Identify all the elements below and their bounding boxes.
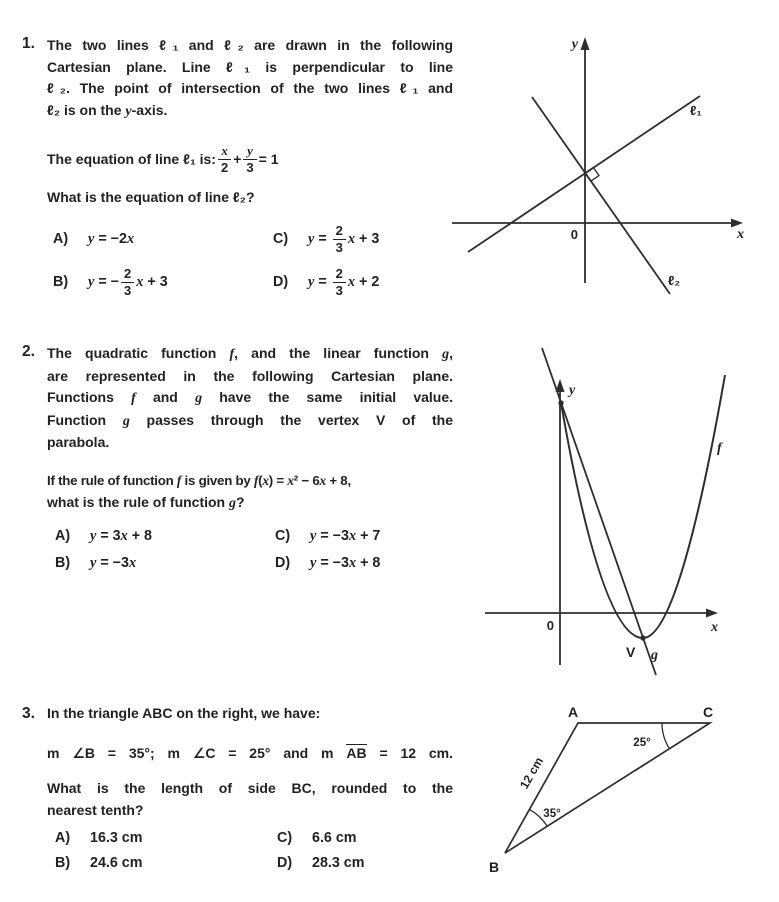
option-letter: A) <box>53 231 69 247</box>
q3-option-b <box>55 846 142 880</box>
question-1-number: 1. <box>22 35 35 52</box>
side-ab-length-label: 12 cm <box>516 754 547 792</box>
option-letter: B) <box>55 855 71 871</box>
q1-option-a <box>53 222 134 256</box>
origin-label: 0 <box>570 227 578 242</box>
option-value: y = $\frac{2}{3}$ x + 2 <box>308 266 380 298</box>
q1-option-d <box>273 265 379 299</box>
question-2-line: Functions f and g have the same initial value. <box>47 389 454 406</box>
q2-option-d <box>275 546 380 580</box>
question-3-line1: In the triangle ABC on the right, we have: <box>47 705 321 721</box>
x-axis-arrow-icon <box>706 609 718 618</box>
angle-c-arc <box>662 723 669 749</box>
option-letter: C) <box>275 528 291 544</box>
question-3-prompt-line: nearest tenth? <box>47 801 144 818</box>
vertex-label: V <box>626 644 636 660</box>
y-axis-arrow-icon <box>581 37 590 50</box>
question-1-text <box>47 35 453 122</box>
q2-option-b <box>55 546 136 580</box>
option-letter: C) <box>273 231 289 247</box>
y-axis-label: y <box>571 37 578 52</box>
question-1-prompt: What is the equation of line ℓ₂? <box>47 189 255 205</box>
triangle-abc <box>505 723 710 853</box>
vertex-c-label: C <box>702 704 714 720</box>
vertex-b-label: B <box>488 859 500 875</box>
question-3-prompt <box>47 778 453 821</box>
line-g-label: g <box>651 648 658 663</box>
line-l1-label: ℓ₁ <box>690 103 702 118</box>
parabola-f-curve <box>561 375 725 638</box>
option-value: y = − $\frac{2}{3}$ x + 3 <box>88 266 168 298</box>
option-value: y = −2x <box>88 230 135 247</box>
option-value: 16.3 cm <box>90 830 143 846</box>
option-value: y = −3x <box>90 554 137 571</box>
q2-parabola-line-graph <box>455 340 779 685</box>
question-2-prompt <box>47 470 453 514</box>
x-axis-label: x <box>711 620 718 635</box>
option-letter: B) <box>55 555 71 571</box>
question-2-prompt-line: If the rule of function f is given by f(x) = x² − 6x + 8, <box>47 473 351 488</box>
question-1-line: ℓ₂ is on the y-axis. <box>47 101 168 119</box>
question-1-equation: The equation of line ℓ₁ is: $\frac{x}{2}$ + $\frac{y}{3}$ = 1 <box>47 143 279 175</box>
y-axis-arrow-icon <box>556 379 565 392</box>
q1-option-c <box>273 222 379 256</box>
option-letter: D) <box>275 555 291 571</box>
parabola-f-label: f <box>717 441 722 456</box>
question-2-prompt-line: what is the rule of function g? <box>47 493 245 511</box>
q1-option-b <box>53 265 168 299</box>
question-1-line: Cartesian plane. Line ℓ₁ is perpendicular to line <box>47 58 453 75</box>
line-l1 <box>468 96 700 252</box>
question-2-line: Function g passes through the vertex V of the <box>47 411 453 429</box>
question-3-measures: m ∠B = 35°; m ∠C = 25° and m AB = 12 cm. <box>47 745 453 761</box>
option-value: y = $\frac{2}{3}$ x + 3 <box>308 223 380 255</box>
origin-label: 0 <box>546 618 554 633</box>
q3-triangle-diagram <box>480 695 779 880</box>
y-axis-label: y <box>569 383 576 398</box>
option-letter: C) <box>277 830 293 846</box>
vertex-point <box>640 635 645 640</box>
angle-c-value: 25° <box>633 737 651 749</box>
option-letter: D) <box>273 274 289 290</box>
option-value: y = −3x + 7 <box>310 527 381 544</box>
x-axis-label: x <box>737 227 744 242</box>
option-value: 28.3 cm <box>312 855 365 871</box>
option-letter: B) <box>53 274 69 290</box>
question-1-line: ℓ₂. The point of intersection of the two lines ℓ₁ and <box>47 80 453 96</box>
option-value: 6.6 cm <box>312 830 357 846</box>
line-g <box>542 348 656 675</box>
q1-perpendicular-lines-graph <box>450 25 775 295</box>
line-l2-label: ℓ₂ <box>668 273 681 288</box>
question-2-text <box>47 343 453 454</box>
option-letter: A) <box>55 528 71 544</box>
option-value: y = 3x + 8 <box>90 527 153 544</box>
y-intercept-point <box>558 400 563 405</box>
option-value: y = −3x + 8 <box>310 554 381 571</box>
option-letter: A) <box>55 830 71 846</box>
question-2-number: 2. <box>22 343 35 360</box>
question-1-line: The two lines ℓ₁ and ℓ₂ are drawn in the following <box>47 37 453 53</box>
option-letter: D) <box>277 855 293 871</box>
vertex-a-label: A <box>567 704 579 720</box>
question-3-prompt-line: What is the length of side BC, rounded to the <box>47 780 453 796</box>
question-2-line: parabola. <box>47 434 110 450</box>
question-3-number: 3. <box>22 705 35 722</box>
angle-b-value: 35° <box>543 808 561 820</box>
q3-option-d <box>277 846 364 880</box>
option-value: 24.6 cm <box>90 855 143 871</box>
question-2-line: The quadratic function f, and the linear function g, <box>47 345 453 362</box>
question-2-line: are represented in the following Cartesian plane. <box>47 367 453 384</box>
